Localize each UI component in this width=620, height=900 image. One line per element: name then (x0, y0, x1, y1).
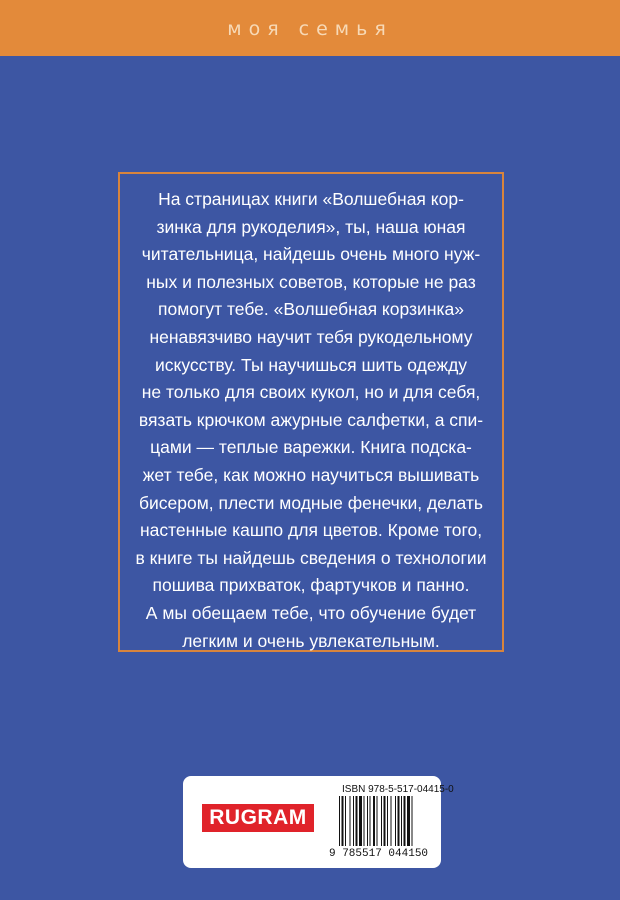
annotation-line: легким и очень увлекательным. (182, 630, 440, 651)
annotation-line: вязать крючком ажурные салфетки, а спи- (138, 409, 484, 430)
annotation-line: в книге ты найдешь сведения о технологии (135, 547, 487, 568)
annotation-line: искусству. Ты научишься шить одежду (154, 354, 468, 375)
barcode-panel (183, 776, 454, 868)
annotation-line: пошива прихваток, фартучков и панно. (152, 575, 470, 596)
annotation-line: зинка для рукоделия», ты, наша юная (156, 216, 466, 237)
annotation-line: На страницах книги «Волшебная кор- (158, 189, 464, 209)
barcode-icon (339, 796, 435, 846)
annotation-text (118, 186, 504, 655)
annotation-line: ненавязчиво научит тебя рукодельному (149, 326, 473, 347)
annotation-line: настенные кашпо для цветов. Кроме того, (139, 520, 483, 541)
series-band (0, 0, 620, 56)
barcode-digits: 9 785517 044150 (329, 848, 429, 860)
annotation-line: цами — теплые варежки. Книга подска- (150, 437, 472, 458)
annotation-line: жет тебе, как можно научиться вышивать (142, 464, 480, 485)
rugram-logo: RUGRAM (202, 804, 314, 832)
series-title: моя семья (227, 18, 393, 40)
annotation-line: А мы обещаем тебе, что обучение будет (145, 602, 477, 623)
annotation-line: не только для своих кукол, но и для себя, (141, 382, 481, 403)
annotation-line: бисером, плести модные фенечки, делать (138, 492, 484, 513)
annotation-line: ных и полезных советов, которые не раз (146, 271, 476, 292)
annotation-line: читательница, найдешь очень много нуж- (141, 244, 481, 265)
isbn-label: ISBN 978-5-517-04415-0 (342, 784, 454, 795)
annotation-line: помогут тебе. «Волшебная корзинка» (157, 299, 464, 320)
